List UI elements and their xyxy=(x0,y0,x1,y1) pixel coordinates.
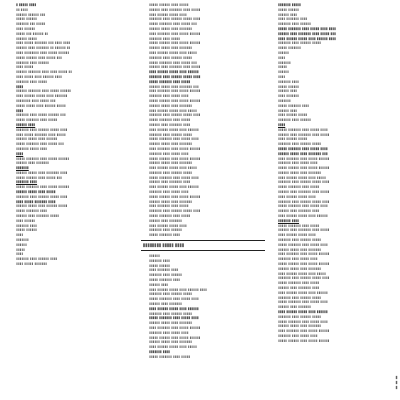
line-text: ⅡⅡⅡⅡ xyxy=(16,151,24,156)
line-text: ⅡⅡⅡⅡ ⅡⅡⅡⅡⅡⅡ ⅡⅡⅡⅡⅡ ⅡⅡⅡⅡ xyxy=(278,233,316,238)
line-text: ⅡⅡⅡⅡⅡⅡ ⅡⅡⅡⅡ xyxy=(278,12,298,17)
line-text: ⅡⅡⅡⅡⅡⅡ ⅡⅡⅡⅡ ⅡⅡⅡⅡⅡⅡⅡ ⅡⅡⅡⅡⅡ xyxy=(16,214,60,219)
line-text: ⅡⅡⅡⅡⅡⅡⅡ ⅡⅡⅡⅡ ⅡⅡⅡⅡⅡ ⅡⅡⅡⅡ xyxy=(149,94,189,99)
line-text: ⅡⅡⅡⅡ ⅡⅡⅡⅡⅡⅡⅡ ⅡⅡⅡⅡ ⅡⅡⅡⅡⅡ ⅡⅡⅡⅡⅡⅡ xyxy=(149,89,201,94)
line-text: ⅡⅡⅡⅡⅡ ⅡⅡⅡⅡⅡⅡ xyxy=(278,84,300,89)
line-text: ⅡⅡⅡⅡⅡ ⅡⅡⅡⅡⅡⅡⅡ ⅡⅡⅡⅡ xyxy=(149,233,181,238)
text-column-right xyxy=(270,3,394,400)
line-text: ⅡⅡⅡⅡⅡ ⅡⅡⅡⅡⅡⅡⅡ ⅡⅡⅡⅡ ⅡⅡⅡⅡⅡ xyxy=(149,118,191,123)
line-text: ⅡⅡⅡⅡⅡⅡ ⅡⅡⅡⅡ xyxy=(149,282,169,287)
line-text: ⅡⅡⅡⅡ ⅡⅡⅡⅡⅡⅡ ⅡⅡⅡⅡⅡ ⅡⅡⅡⅡ ⅡⅡⅡⅡⅡ xyxy=(149,50,197,55)
line-text: ⅡⅡⅡⅡⅡⅡⅡ ⅡⅡⅡⅡ ⅡⅡⅡⅡⅡⅡ ⅡⅡⅡⅡⅡ xyxy=(149,55,193,60)
line-text: ⅡⅡⅡⅡⅡ ⅡⅡⅡⅡⅡⅡⅡ ⅡⅡⅡⅡ ⅡⅡⅡⅡⅡ ⅡⅡⅡ xyxy=(16,142,64,147)
line-text: ⅡⅡⅡⅡⅡ ⅡⅡⅡⅡⅡⅡ xyxy=(16,228,38,233)
line-text: ⅡⅡⅡⅡⅡⅡ ⅡⅡⅡⅡⅡ ⅡⅡⅡⅡ ⅡⅡⅡⅡⅡⅡⅡ xyxy=(149,46,193,51)
line-text: ⅡⅡⅡⅡ ⅡⅡⅡⅡⅡⅡⅡ ⅡⅡⅡⅡ ⅡⅡⅡⅡⅡ ⅡⅡⅡⅡⅡⅡ xyxy=(149,326,201,330)
line-text: ⅡⅡⅡⅡⅡⅡⅡ ⅡⅡⅡⅡ ⅡⅡⅡⅡⅡⅡ ⅡⅡⅡⅡⅡ xyxy=(278,142,322,147)
line-text: ⅡⅡⅡⅡⅡⅡ xyxy=(16,242,27,247)
line-text: ⅡⅡⅡⅡⅡ ⅡⅡⅡⅡⅡⅡⅡ ⅡⅡⅡⅡ ⅡⅡⅡⅡⅡ xyxy=(149,79,191,84)
line-text: ⅡⅡⅡⅡⅡⅡ ⅡⅡⅡⅡ ⅡⅡⅡⅡⅡⅡⅡ ⅡⅡⅡⅡ ⅡⅡⅡⅡⅡ xyxy=(149,65,201,70)
line-text: ⅡⅡⅡⅡⅡⅡ ⅡⅡⅡⅡ ⅡⅡⅡⅡⅡⅡⅡ ⅡⅡⅡⅡ xyxy=(278,209,320,214)
line-text: ⅡⅡⅡⅡ ⅡⅡⅡⅡⅡⅡ ⅡⅡⅡⅡⅡ ⅡⅡⅡⅡ ⅡⅡⅡⅡⅡⅡ xyxy=(278,290,328,295)
line-text: ⅡⅡⅡⅡⅡⅡ ⅡⅡⅡⅡ ⅡⅡⅡⅡⅡⅡⅡ ⅡⅡ ⅡⅡⅡⅡⅡⅡ ⅡⅡ xyxy=(16,46,71,51)
line-text: ⅡⅡⅡⅡ ⅡⅡⅡⅡⅡⅡ ⅡⅡⅡⅡⅡ ⅡⅡⅡⅡ xyxy=(278,194,316,199)
line-text: ⅡⅡⅡⅡⅡⅡⅡ ⅡⅡⅡⅡ ⅡⅡⅡⅡⅡ ⅡⅡⅡⅡⅡⅡ ⅡⅡⅡ xyxy=(16,113,66,118)
line-text: ⅡⅡⅡⅡ xyxy=(16,252,24,257)
line-text: ⅡⅡⅡⅡⅡⅡ ⅡⅡⅡⅡ ⅡⅡⅡⅡⅡⅡⅡ ⅡⅡⅡⅡ xyxy=(278,286,320,291)
middle-column-upper-text xyxy=(141,3,265,238)
line-text: ⅡⅡⅡⅡ ⅡⅡⅡⅡⅡ ⅡⅡⅡⅡⅡⅡⅡ ⅡⅡⅡⅡ ⅡⅡⅡⅡⅡ xyxy=(16,132,66,137)
line-text: ⅡⅡⅡⅡⅡⅡⅡ ⅡⅡⅡⅡ ⅡⅡⅡⅡⅡⅡ ⅡⅡⅡⅡⅡ ⅡⅡⅡⅡ xyxy=(16,194,68,199)
line-text: ⅡⅡⅡⅡⅡⅡⅡ ⅡⅡⅡ ⅡⅡⅡⅡⅡ xyxy=(16,22,46,27)
line-text: ⅡⅡⅡⅡ ⅡⅡⅡⅡⅡⅡ ⅡⅡⅡⅡⅡ ⅡⅡⅡⅡ xyxy=(149,12,187,17)
line-text: ⅡⅡⅡⅡⅡⅡⅡ ⅡⅡⅡⅡ ⅡⅡⅡⅡⅡⅡ ⅡⅡⅡⅡⅡ xyxy=(149,292,193,297)
line-text: ⅡⅡⅡⅡ ⅡⅡⅡⅡⅡⅡ ⅡⅡⅡⅡⅡ ⅡⅡⅡⅡ ⅡⅡⅡⅡⅡⅡⅡ xyxy=(16,94,68,99)
line-text: ⅡⅡⅡⅡ ⅡⅡⅡⅡⅡⅡ xyxy=(16,26,36,31)
line-text: ⅡⅡⅡⅡ ⅡⅡⅡⅡⅡⅡ xyxy=(16,218,36,223)
line-text: ⅡⅡⅡⅡⅡⅡ xyxy=(278,50,289,55)
line-text: ⅡⅡⅡⅡⅡⅡ ⅡⅡⅡⅡ ⅡⅡⅡⅡⅡⅡⅡ xyxy=(149,302,183,307)
line-text: ⅡⅡⅡⅡⅡⅡ ⅡⅡⅡⅡ ⅡⅡⅡⅡⅡⅡⅡ xyxy=(16,161,50,166)
line-text: ⅡⅡⅡⅡⅡⅡⅡ xyxy=(16,238,29,243)
line-text: ⅡⅡⅡⅡⅡⅡ ⅡⅡⅡⅡⅡ ⅡⅡⅡⅡ ⅡⅡⅡⅡⅡⅡⅡ xyxy=(149,103,193,108)
page-side-mark: ⅡⅡⅡ xyxy=(394,375,399,390)
line-text: ⅡⅡⅡⅡⅡⅡ ⅡⅡⅡⅡⅡ ⅡⅡⅡⅡ ⅡⅡⅡⅡⅡⅡⅡ xyxy=(278,266,322,271)
line-text: ⅡⅡⅡⅡⅡ ⅡⅡⅡⅡⅡⅡⅡ ⅡⅡⅡⅡ ⅡⅡⅡⅡⅡ ⅡⅡⅡⅡⅡⅡ xyxy=(16,185,70,190)
line-text: ⅡⅡⅡⅡ xyxy=(278,55,286,60)
line-text: ⅡⅡⅡⅡⅡⅡⅡ ⅡⅡⅡⅡ xyxy=(16,223,38,228)
line-text: ⅡⅡⅡⅡⅡⅡⅡ ⅡⅡⅡⅡ xyxy=(278,218,300,223)
line-text: ⅡⅡⅡⅡ xyxy=(278,122,286,127)
line-text: ⅡⅡⅡⅡⅡⅡⅡ ⅡⅡⅡⅡ ⅡⅡⅡⅡⅡ ⅡⅡⅡⅡ xyxy=(149,330,189,335)
line-text: ⅡⅡⅡⅡ ⅡⅡⅡⅡⅡⅡ ⅡⅡⅡⅡⅡ ⅡⅡⅡⅡ ⅡⅡⅡⅡⅡ xyxy=(149,166,197,171)
line-text: ⅡⅡⅡⅡⅡⅡ xyxy=(149,254,160,259)
line-text: ⅡⅡⅡⅡⅡⅡ ⅡⅡⅡⅡⅡ ⅡⅡⅡⅡ ⅡⅡⅡⅡⅡⅡⅡ xyxy=(149,321,193,326)
line-text: ⅡⅡⅡⅡ xyxy=(278,74,286,79)
line-text: ⅡⅡⅡⅡⅡ ⅡⅡⅡ ⅡⅡⅡⅡⅡⅡ ⅡⅡ xyxy=(16,31,49,36)
line-text: ⅡⅡⅡⅡⅡⅡⅡ ⅡⅡⅡⅡ ⅡⅡⅡⅡⅡⅡ ⅡⅡⅡⅡⅡ xyxy=(278,41,322,46)
line-text: ⅡⅡⅡⅡ ⅡⅡⅡⅡⅡⅡⅡ ⅡⅡⅡⅡ ⅡⅡⅡⅡⅡ xyxy=(149,204,189,209)
line-text: ⅡⅡⅡⅡⅡ ⅡⅡⅡⅡⅡ ⅡⅡⅡⅡ ⅡⅡⅡⅡⅡⅡ ⅡⅡⅡⅡⅡ xyxy=(16,103,66,108)
line-text: ⅡⅡⅡⅡⅡⅡ ⅡⅡⅡⅡ ⅡⅡⅡⅡⅡⅡⅡ ⅡⅡⅡⅡ xyxy=(149,180,191,185)
line-text: ⅡⅡⅡⅡⅡⅡⅡ ⅡⅡⅡⅡ ⅡⅡⅡⅡⅡⅡ ⅡⅡⅡⅡⅡ ⅡⅡⅡⅡ xyxy=(278,199,330,204)
line-text: ⅡⅡⅡⅡⅡⅡⅡ ⅡⅡⅡⅡ ⅡⅡⅡⅡⅡⅡ ⅡⅡⅡⅡ xyxy=(16,257,58,262)
line-text: ⅡⅡⅡⅡ ⅡⅡⅡⅡⅡⅡⅡ ⅡⅡⅡⅡ ⅡⅡⅡⅡⅡ ⅡⅡⅡⅡⅡⅡ xyxy=(149,146,201,151)
line-text: ⅡⅡⅡⅡⅡⅡⅡ ⅡⅡⅡⅡ ⅡⅡⅡⅡⅡⅡ xyxy=(16,60,50,65)
line-text: ⅡⅡⅡⅡ ⅡⅡⅡⅡⅡⅡⅡ ⅡⅡⅡⅡ xyxy=(278,17,308,22)
line-text: ⅡⅡⅡⅡⅡ ⅡⅡⅡⅡⅡⅡ ⅡⅡⅡⅡ ⅡⅡⅡⅡⅡ ⅡⅡⅡⅡⅡⅡ xyxy=(149,41,201,46)
line-text: ⅡⅡⅡⅡⅡ ⅡⅡⅡⅡⅡⅡ ⅡⅡⅡⅡ ⅡⅡⅡⅡⅡ ⅡⅡⅡⅡⅡⅡ xyxy=(278,338,330,343)
middle-column-lower-text xyxy=(141,254,265,360)
line-text: ⅡⅡⅡⅡ ⅡⅡⅡⅡⅡⅡⅡ ⅡⅡⅡⅡ ⅡⅡⅡⅡⅡ ⅡⅡⅡⅡⅡⅡ xyxy=(278,156,330,161)
line-text: ⅡⅡⅡⅡ ⅡⅡⅡⅡⅡⅡ ⅡⅡⅡⅡⅡ ⅡⅡⅡⅡ ⅡⅡⅡⅡⅡⅡ ⅡⅡⅡⅡ xyxy=(278,36,336,41)
line-text: ⅡⅡⅡⅡⅡ ⅡⅡⅡⅡⅡⅡⅡ ⅡⅡⅡⅡ ⅡⅡⅡⅡⅡ ⅡⅡⅡⅡ xyxy=(278,300,328,305)
line-text: ⅡⅡⅡⅡⅡ ⅡⅡⅡⅡⅡⅡ ⅡⅡⅡⅡ ⅡⅡⅡⅡⅡ ⅡⅡⅡ xyxy=(16,55,63,60)
line-text: ⅡⅡⅡⅡⅡ ⅡⅡⅡⅡⅡⅡ xyxy=(278,7,300,12)
line-text: ⅡⅡⅡⅡⅡ ⅡⅡⅡⅡⅡⅡⅡ ⅡⅡⅡⅡ ⅡⅡⅡⅡⅡ ⅡⅡⅡⅡ xyxy=(278,146,328,151)
line-text: ⅡⅡⅡⅡⅡⅡ ⅡⅡⅡⅡⅡ ⅡⅡⅡⅡ ⅡⅡⅡⅡⅡⅡ ⅡⅡⅡⅡⅡ xyxy=(16,204,68,209)
line-text: ⅡⅡⅡⅡⅡⅡⅡ ⅡⅡⅡⅡ ⅡⅡⅡⅡⅡ ⅡⅡⅡⅡ xyxy=(149,151,189,156)
line-text: ⅡⅡⅡⅡⅡⅡ ⅡⅡⅡⅡⅡ ⅡⅡⅡⅡ ⅡⅡⅡⅡⅡⅡⅡ ⅡⅡⅡ xyxy=(149,84,199,89)
line-text: ⅡⅡⅡⅡⅡⅡⅡ ⅡⅡⅡⅡ xyxy=(149,258,171,263)
line-text: ⅡⅡⅡⅡⅡⅡⅡ ⅡⅡⅡⅡ ⅡⅡⅡⅡⅡⅡ ⅡⅡⅡⅡⅡ ⅡⅡⅡⅡ xyxy=(149,113,201,118)
line-text: ⅡⅡⅡⅡ ⅡⅡⅡⅡⅡⅡ ⅡⅡⅡⅡⅡ ⅡⅡⅡⅡ ⅡⅡⅡⅡⅡ xyxy=(278,271,326,276)
line-text: ⅡⅡⅡⅡⅡⅡ ⅡⅡⅡⅡ ⅡⅡⅡⅡⅡⅡⅡ ⅡⅡⅡⅡ ⅡⅡⅡⅡⅡ xyxy=(149,7,201,12)
line-text: ⅡⅡⅡⅡⅡ ⅡⅡⅡⅡⅡⅡⅡ ⅡⅡⅡⅡ ⅡⅡⅡⅡⅡ ⅡⅡⅡⅡⅡⅡ xyxy=(16,156,70,161)
line-text: ⅡⅡⅡⅡ ⅡⅡⅡⅡⅡⅡ ⅡⅡⅡⅡⅡ ⅡⅡⅡⅡ ⅡⅡⅡⅡⅡ xyxy=(149,345,197,350)
line-text: ⅡⅡⅡⅡⅡⅡ ⅡⅡⅡⅡⅡ ⅡⅡⅡⅡ ⅡⅡⅡⅡⅡⅡ xyxy=(16,137,58,142)
line-text: Ⅱ ⅡⅡⅡⅡⅡ ⅡⅡⅡⅡ xyxy=(16,3,37,7)
line-text: ⅡⅡⅡⅡⅡⅡ ⅡⅡⅡⅡ ⅡⅡⅡⅡⅡⅡⅡ xyxy=(278,305,312,310)
line-text: ⅡⅡⅡⅡ ⅡⅡⅡⅡⅡⅡⅡ ⅡⅡⅡⅡ xyxy=(149,268,179,273)
line-text: ⅡⅡⅡⅡⅡ ⅡⅡⅡⅡⅡⅡⅡ ⅡⅡⅡⅡ ⅡⅡⅡⅡⅡ ⅡⅡⅡⅡ xyxy=(149,297,199,302)
line-text: ⅡⅡⅡⅡⅡⅡ ⅡⅡⅡⅡⅡ ⅡⅡⅡⅡ ⅡⅡⅡⅡⅡⅡⅡ xyxy=(149,199,193,204)
line-text: ⅡⅡⅡⅡⅡⅡ ⅡⅡⅡⅡ ⅡⅡⅡⅡⅡⅡⅡ ⅡⅡⅡⅡ xyxy=(149,122,191,127)
line-text: ⅡⅡⅡⅡⅡ ⅡⅡⅡⅡⅡⅡⅡ ⅡⅡⅡⅡ ⅡⅡⅡⅡⅡ ⅡⅡⅡⅡ xyxy=(278,127,328,132)
line-text: ⅡⅡⅡⅡⅡⅡⅡ ⅡⅡⅡⅡ ⅡⅡⅡⅡⅡⅡ ⅡⅡⅡⅡⅡ xyxy=(149,132,193,137)
line-text: ⅡⅡⅡⅡ xyxy=(16,108,24,113)
text-line xyxy=(141,355,265,360)
line-text: ⅡⅡⅡⅡⅡⅡ ⅡⅡⅡⅡ ⅡⅡⅡⅡⅡⅡⅡ ⅡⅡⅡⅡ ⅡⅡⅡⅡⅡ xyxy=(278,228,330,233)
line-text: ⅡⅡⅡⅡⅡⅡ ⅡⅡⅡⅡⅡ ⅡⅡⅡⅡ ⅡⅡⅡⅡⅡⅡⅡ xyxy=(278,324,322,329)
line-text: ⅡⅡⅡⅡ xyxy=(16,233,24,238)
line-text: ⅡⅡⅡⅡⅡ xyxy=(16,247,26,252)
line-text: ⅡⅡⅡⅡⅡⅡⅡ ⅡⅡⅡⅡ ⅡⅡⅡⅡⅡⅡ xyxy=(149,273,183,278)
line-text: ⅡⅡⅡⅡⅡⅡ ⅡⅡⅡⅡⅡⅡⅡ ⅡⅡⅡⅡ ⅡⅡⅡⅡ ⅡⅡⅡⅡⅡ ⅡⅡ xyxy=(16,70,73,75)
line-text: ⅡⅡⅡⅡⅡⅡⅡ ⅡⅡⅡⅡⅡ ⅡⅡⅡⅡ xyxy=(16,146,48,151)
line-text: ⅡⅡⅡⅡⅡ xyxy=(278,65,288,70)
line-text: ⅡⅡⅡⅡ ⅡⅡⅡⅡⅡⅡ ⅡⅡⅡⅡⅡ ⅡⅡⅡⅡ ⅡⅡⅡⅡⅡ xyxy=(149,108,197,113)
line-text: ⅡⅡⅡⅡ ⅡⅡⅡⅡⅡ ⅡⅡⅡⅡⅡⅡⅡ ⅡⅡⅡⅡ xyxy=(16,199,56,204)
section-heading-box: ⅡⅡⅡⅡⅡⅡⅡⅡ ⅡⅡⅡⅡⅡ ⅡⅡⅡⅡ xyxy=(141,240,265,251)
line-text: ⅡⅡⅡⅡⅡ ⅡⅡⅡⅡⅡⅡ ⅡⅡⅡⅡ ⅡⅡⅡⅡⅡ xyxy=(149,3,189,7)
line-text: ⅡⅡⅡⅡⅡⅡ ⅡⅡⅡⅡⅡ xyxy=(16,36,38,41)
line-text: ⅡⅡⅡⅡⅡⅡⅡ ⅡⅡⅡⅡ ⅡⅡⅡⅡⅡ xyxy=(149,36,181,41)
line-text: ⅡⅡⅡⅡⅡⅡ ⅡⅡⅡⅡ xyxy=(278,89,298,94)
line-text: ⅡⅡⅡⅡⅡ ⅡⅡⅡⅡⅡⅡⅡ ⅡⅡⅡⅡ ⅡⅡⅡⅡⅡ ⅡⅡⅡⅡ ⅡⅡⅡⅡ xyxy=(278,26,336,31)
line-text: ⅡⅡⅡⅡⅡⅡⅡ ⅡⅡⅡⅡ ⅡⅡⅡⅡⅡⅡ ⅡⅡⅡⅡⅡ xyxy=(149,170,193,175)
line-text: ⅡⅡⅡⅡⅡ ⅡⅡⅡⅡⅡⅡⅡ ⅡⅡⅡⅡ xyxy=(149,278,181,283)
line-text: ⅡⅡⅡⅡⅡⅡⅡ ⅡⅡⅡⅡ ⅡⅡⅡⅡⅡⅡ ⅡⅡⅡⅡⅡ xyxy=(278,314,322,319)
line-text: ⅡⅡⅡⅡ ⅡⅡⅡⅡⅡⅡ ⅡⅡⅡⅡⅡ ⅡⅡⅡⅡ ⅡⅡⅡⅡⅡⅡ xyxy=(149,70,199,75)
line-text: ⅡⅡⅡⅡⅡ ⅡⅡⅡⅡⅡⅡ xyxy=(16,17,38,22)
line-text: ⅡⅡⅡⅡⅡⅡⅡ ⅡⅡⅡⅡ ⅡⅡⅡⅡⅡⅡ xyxy=(278,22,312,27)
line-text: ⅡⅡⅡⅡⅡⅡ ⅡⅡⅡⅡⅡ ⅡⅡⅡⅡ ⅡⅡⅡⅡⅡⅡⅡ ⅡⅡⅡⅡ xyxy=(16,170,68,175)
line-text: ⅡⅡⅡⅡⅡⅡ ⅡⅡⅡⅡⅡ ⅡⅡⅡⅡ ⅡⅡⅡⅡⅡⅡⅡ xyxy=(278,247,322,252)
line-text: ⅡⅡⅡⅡⅡⅡⅡ ⅡⅡⅡⅡ ⅡⅡⅡⅡⅡⅡ xyxy=(278,118,312,123)
line-text: ⅡⅡⅡⅡⅡ ⅡⅡⅡⅡⅡⅡⅡ ⅡⅡⅡⅡ xyxy=(16,209,48,214)
line-text: ⅡⅡⅡⅡ ⅡⅡⅡⅡⅡⅡⅡ ⅡⅡⅡⅡ ⅡⅡⅡⅡⅡ ⅡⅡⅡⅡⅡⅡ xyxy=(149,31,201,36)
line-text: ⅡⅡⅡⅡ xyxy=(16,84,24,89)
text-column-left xyxy=(8,3,132,400)
line-text: ⅡⅡⅡⅡⅡⅡ ⅡⅡⅡⅡ xyxy=(16,122,36,127)
line-text: ⅡⅡⅡⅡⅡ ⅡⅡⅡⅡⅡⅡⅡ ⅡⅡⅡⅡ ⅡⅡⅡⅡⅡ ⅡⅡⅡⅡ xyxy=(149,316,199,321)
line-text: ⅡⅡⅡⅡ ⅡⅡⅡⅡⅡⅡ ⅡⅡⅡⅡⅡ ⅡⅡⅡⅡ ⅡⅡⅡⅡⅡⅡ ⅡⅡⅡⅡ xyxy=(149,287,207,292)
line-text: ⅡⅡⅡⅡⅡ ⅡⅡⅡⅡⅡⅡⅡ ⅡⅡⅡⅡ ⅡⅡⅡⅡⅡ xyxy=(278,185,320,190)
line-text: ⅡⅡⅡⅡⅡⅡ ⅡⅡⅡⅡ ⅡⅡⅡⅡⅡⅡⅡ xyxy=(149,218,183,223)
line-text: ⅡⅡⅡⅡⅡⅡⅡ ⅡⅡⅡⅡ ⅡⅡⅡⅡⅡⅡ ⅡⅡⅡⅡⅡ ⅡⅡⅡⅡ xyxy=(149,74,201,79)
line-text: ⅡⅡⅡⅡ ⅡⅡⅡⅡⅡⅡⅡ ⅡⅡⅡⅡ ⅡⅡⅡⅡⅡ ⅡⅡⅡⅡⅡⅡ xyxy=(278,252,330,257)
line-text: ⅡⅡⅡⅡⅡⅡⅡ xyxy=(278,60,291,65)
text-column-middle xyxy=(141,3,265,400)
line-text: ⅡⅡⅡⅡⅡⅡⅡ xyxy=(16,166,29,171)
line-text: ⅡⅡⅡⅡⅡⅡⅡ ⅡⅡⅡⅡ ⅡⅡⅡⅡⅡⅡ xyxy=(149,228,183,233)
line-text: ⅡⅡⅡⅡⅡⅡ ⅡⅡⅡⅡⅡⅡⅡ ⅡⅡⅡⅡ ⅡⅡⅡⅡⅡ ⅡⅡⅡⅡⅡⅡ xyxy=(16,89,72,94)
line-text: ⅡⅡⅡⅡⅡ ⅡⅡⅡⅡⅡⅡ ⅡⅡⅡⅡ ⅡⅡⅡⅡⅡ ⅡⅡⅡ xyxy=(16,175,63,180)
line-text: ⅡⅡⅡⅡⅡⅡⅡ ⅡⅡⅡⅡ ⅡⅡⅡⅡⅡ ⅡⅡⅡⅡ xyxy=(149,190,189,195)
line-text: ⅡⅡⅡⅡⅡⅡ ⅡⅡⅡⅡ ⅡⅡⅡⅡⅡⅡⅡ ⅡⅡⅡⅡ ⅡⅡⅡⅡⅡ ⅡⅡⅡ xyxy=(278,31,336,36)
line-text: ⅡⅡⅡⅡⅡⅡ ⅡⅡⅡⅡⅡ ⅡⅡⅡⅡ ⅡⅡⅡⅡⅡⅡⅡ xyxy=(149,340,193,345)
line-text: ⅡⅡⅡⅡⅡⅡ ⅡⅡⅡⅡⅡ ⅡⅡⅡⅡ ⅡⅡⅡⅡⅡ xyxy=(16,190,56,195)
line-text: ⅡⅡⅡⅡ ⅡⅡⅡⅡⅡ ⅡⅡⅡⅡⅡⅡⅡ ⅡⅡⅡ ⅡⅡⅡⅡ ⅡⅡⅡⅡ xyxy=(16,41,71,46)
line-text: ⅡⅡⅡⅡ ⅡⅡⅡⅡⅡⅡ ⅡⅡⅡⅡⅡ ⅡⅡⅡⅡ ⅡⅡⅡⅡⅡⅡ xyxy=(149,185,199,190)
line-text: ⅡⅡⅡⅡⅡⅡ ⅡⅡⅡⅡⅡⅡ ⅡⅡⅡ xyxy=(16,12,46,17)
line-text: ⅡⅡⅡⅡⅡⅡⅡ ⅡⅡⅡⅡ ⅡⅡⅡⅡⅡ ⅡⅡⅡⅡ xyxy=(278,161,318,166)
line-text: ⅡⅡⅡⅡⅡ ⅡⅡⅡⅡⅡⅡⅡ ⅡⅡⅡⅡ ⅡⅡⅡⅡⅡ xyxy=(149,354,191,359)
line-text: ⅡⅡⅡⅡ ⅡⅡⅡⅡⅡ ⅡⅡⅡⅡⅡⅡⅡ xyxy=(16,262,48,267)
line-text: ⅡⅡⅡⅡⅡⅡⅡ ⅡⅡⅡⅡ xyxy=(278,79,300,84)
line-text: ⅡⅡⅡⅡⅡ ⅡⅡⅡⅡⅡⅡ xyxy=(149,263,171,268)
line-text: ⅡⅡⅡⅡⅡⅡⅡ ⅡⅡⅡⅡ ⅡⅡⅡⅡⅡⅡ ⅡⅡⅡⅡⅡ ⅡⅡⅡⅡ xyxy=(278,276,330,281)
line-text: ⅡⅡⅡⅡ ⅡⅡⅡⅡⅡⅡ ⅡⅡⅡⅡⅡ ⅡⅡⅡⅡ ⅡⅡⅡⅡⅡⅡ xyxy=(149,127,199,132)
line-text: ⅡⅡⅡⅡ ⅡⅡⅡⅡⅡ ⅡⅡⅡⅡ ⅡⅡⅡⅡⅡⅡ ⅡⅡⅡⅡ xyxy=(16,74,63,79)
line-text: ⅡⅡⅡⅡⅡ ⅡⅡⅡⅡⅡⅡⅡ ⅡⅡⅡⅡ ⅡⅡⅡⅡⅡ ⅡⅡⅡ xyxy=(149,60,197,65)
line-text: ⅡⅡⅡⅡⅡⅡ ⅡⅡⅡⅡ ⅡⅡⅡⅡⅡⅡⅡ ⅡⅡⅡⅡ ⅡⅡⅡⅡⅡ xyxy=(278,190,330,195)
line-text: ⅡⅡⅡⅡⅡⅡ ⅡⅡⅡⅡⅡ ⅡⅡⅡⅡ ⅡⅡⅡⅡⅡⅡⅡ xyxy=(149,142,193,147)
line-text: ⅡⅡⅡⅡⅡⅡⅡ ⅡⅡⅡⅡⅡ xyxy=(278,3,301,7)
line-text: ⅡⅡⅡⅡⅡ ⅡⅡⅡⅡⅡⅡⅡ ⅡⅡⅡⅡ ⅡⅡⅡⅡⅡ xyxy=(278,281,320,286)
line-text: ⅡⅡⅡⅡ ⅡⅡⅡⅡⅡⅡ ⅡⅡⅡⅡⅡ ⅡⅡⅡⅡ ⅡⅡⅡⅡⅡⅡ xyxy=(278,310,328,314)
line-text: ⅡⅡⅡⅡⅡ ⅡⅡⅡⅡⅡⅡ ⅡⅡⅡⅡ ⅡⅡⅡⅡⅡ ⅡⅡⅡⅡⅡⅡ xyxy=(149,194,201,199)
line-text: ⅡⅡⅡⅡⅡⅡⅡ ⅡⅡⅡⅡ ⅡⅡⅡⅡⅡⅡ ⅡⅡⅡⅡⅡ ⅡⅡⅡⅡ xyxy=(149,209,201,214)
line-text: ⅡⅡⅡⅡⅡ ⅡⅡⅡⅡⅡⅡ ⅡⅡⅡⅡ ⅡⅡⅡⅡⅡ ⅡⅡⅡⅡⅡⅡ xyxy=(149,98,201,103)
line-text: ⅡⅡⅡⅡ ⅡⅡⅡⅡⅡⅡ ⅡⅡⅡⅡⅡ ⅡⅡⅡⅡ ⅡⅡⅡⅡⅡⅡ xyxy=(278,214,328,219)
line-text: ⅡⅡⅡⅡⅡ ⅡⅡⅡⅡⅡⅡⅡ ⅡⅡⅡⅡ ⅡⅡⅡⅡⅡ ⅡⅡⅡⅡ xyxy=(149,175,199,180)
line-text: ⅡⅡⅡⅡⅡⅡⅡ ⅡⅡⅡⅡ xyxy=(149,349,171,354)
line-text: ⅡⅡⅡⅡⅡⅡⅡ ⅡⅡⅡⅡ xyxy=(16,180,38,185)
line-text: ⅡⅡⅡⅡⅡⅡⅡ ⅡⅡⅡⅡ ⅡⅡⅡⅡⅡⅡ ⅡⅡⅡⅡⅡ ⅡⅡⅡⅡ xyxy=(16,127,68,132)
line-text: ⅡⅡ ⅡⅡⅡⅡ xyxy=(16,7,28,12)
line-text: ⅡⅡⅡⅡⅡⅡⅡ ⅡⅡⅡⅡ ⅡⅡⅡⅡⅡⅡ ⅡⅡⅡⅡⅡ xyxy=(278,238,322,243)
line-text: ⅡⅡⅡⅡⅡ ⅡⅡⅡⅡⅡⅡⅡ ⅡⅡⅡⅡ ⅡⅡⅡⅡⅡ xyxy=(16,118,58,123)
line-text: ⅡⅡⅡⅡ ⅡⅡⅡⅡⅡⅡ ⅡⅡⅡⅡⅡ ⅡⅡⅡⅡ xyxy=(149,223,187,228)
text-line xyxy=(141,233,265,238)
line-text: ⅡⅡⅡⅡⅡ ⅡⅡⅡⅡⅡⅡⅡ ⅡⅡⅡⅡ ⅡⅡⅡⅡⅡ ⅡⅡⅡ xyxy=(149,22,197,27)
line-text: ⅡⅡⅡⅡⅡ ⅡⅡⅡⅡⅡⅡⅡ ⅡⅡⅡⅡ ⅡⅡⅡⅡⅡ ⅡⅡⅡⅡ xyxy=(278,319,328,324)
line-text: ⅡⅡⅡⅡⅡⅡⅡ ⅡⅡⅡⅡ ⅡⅡⅡⅡⅡ ⅡⅡⅡⅡ xyxy=(278,333,318,338)
line-text: ⅡⅡⅡⅡⅡⅡⅡⅡ ⅡⅡⅡⅡ ⅡⅡⅡⅡⅡ ⅡⅡⅡ xyxy=(16,98,56,103)
line-text: ⅡⅡⅡⅡⅡ ⅡⅡⅡⅡⅡⅡⅡ ⅡⅡⅡⅡ ⅡⅡⅡⅡⅡ ⅡⅡⅡⅡ xyxy=(149,137,199,142)
line-text: ⅡⅡⅡⅡ ⅡⅡⅡⅡⅡⅡ ⅡⅡⅡⅡⅡ xyxy=(278,137,308,142)
line-text: ⅡⅡⅡⅡⅡ ⅡⅡⅡⅡⅡⅡⅡ ⅡⅡⅡⅡ xyxy=(278,103,310,108)
line-text: ⅡⅡⅡⅡⅡⅡⅡ xyxy=(278,98,291,103)
line-text: ⅡⅡⅡⅡ ⅡⅡⅡⅡⅡⅡⅡⅡ ⅡⅡⅡⅡ ⅡⅡⅡⅡⅡ ⅡⅡⅡⅡⅡⅡ xyxy=(16,50,70,55)
line-text: ⅡⅡⅡⅡⅡⅡ ⅡⅡⅡⅡⅡ ⅡⅡⅡⅡ ⅡⅡⅡⅡⅡⅡⅡ xyxy=(149,26,193,31)
text-line xyxy=(8,262,132,267)
line-text: ⅡⅡⅡⅡⅡ ⅡⅡⅡⅡⅡⅡ ⅡⅡⅡⅡ ⅡⅡⅡⅡⅡ ⅡⅡⅡⅡⅡⅡ xyxy=(278,262,330,267)
line-text: ⅡⅡⅡⅡⅡⅡ ⅡⅡⅡⅡ ⅡⅡⅡⅡⅡⅡⅡ ⅡⅡⅡⅡ ⅡⅡⅡⅡⅡ xyxy=(278,132,330,137)
line-text: ⅡⅡⅡⅡⅡ ⅡⅡⅡⅡⅡⅡ ⅡⅡⅡⅡ ⅡⅡⅡⅡⅡ ⅡⅡⅡⅡⅡⅡ xyxy=(149,156,201,161)
line-text: ⅡⅡⅡⅡⅡⅡ ⅡⅡⅡⅡⅡ ⅡⅡⅡⅡ ⅡⅡⅡⅡⅡⅡⅡ ⅡⅡⅡ xyxy=(278,151,328,156)
line-text: ⅡⅡⅡⅡⅡⅡ ⅡⅡⅡⅡⅡ ⅡⅡⅡⅡ ⅡⅡⅡⅡⅡⅡⅡ xyxy=(149,161,193,166)
line-text: ⅡⅡⅡⅡⅡⅡ xyxy=(278,70,289,75)
line-text: ⅡⅡⅡⅡ ⅡⅡⅡⅡⅡⅡⅡ ⅡⅡⅡⅡ ⅡⅡⅡⅡⅡ ⅡⅡⅡⅡⅡⅡ xyxy=(278,329,330,334)
line-text: ⅡⅡⅡⅡⅡⅡ ⅡⅡⅡⅡ xyxy=(278,108,298,113)
line-text: ⅡⅡⅡⅡⅡⅡ ⅡⅡⅡⅡⅡ ⅡⅡⅡⅡ ⅡⅡⅡⅡⅡⅡⅡ xyxy=(278,170,322,175)
line-text: ⅡⅡⅡⅡⅡ ⅡⅡⅡⅡⅡⅡⅡ ⅡⅡⅡⅡ ⅡⅡⅡⅡⅡ xyxy=(278,223,320,228)
line-text: ⅡⅡⅡⅡ ⅡⅡⅡⅡⅡⅡ ⅡⅡⅡⅡⅡ ⅡⅡⅡⅡ ⅡⅡⅡⅡⅡⅡ xyxy=(149,306,199,311)
line-text: ⅡⅡⅡⅡⅡ ⅡⅡⅡⅡⅡⅡⅡ ⅡⅡⅡⅡ ⅡⅡⅡⅡⅡ ⅡⅡⅡⅡ xyxy=(278,242,328,247)
line-text: ⅡⅡⅡⅡⅡⅡⅡ ⅡⅡⅡⅡ ⅡⅡⅡⅡⅡⅡ ⅡⅡⅡⅡⅡ xyxy=(149,311,193,316)
line-text: ⅡⅡⅡⅡⅡ ⅡⅡⅡⅡⅡⅡⅡ xyxy=(278,46,301,51)
line-text: ⅡⅡⅡⅡⅡⅡⅡ ⅡⅡⅡⅡ ⅡⅡⅡⅡⅡⅡ ⅡⅡⅡⅡⅡ ⅡⅡⅡⅡ xyxy=(149,17,201,22)
line-text: ⅡⅡⅡⅡ ⅡⅡⅡⅡⅡⅡ ⅡⅡⅡⅡⅡ xyxy=(278,113,308,118)
line-text: ⅡⅡⅡⅡ ⅡⅡⅡⅡⅡ xyxy=(16,65,34,70)
line-text: ⅡⅡⅡⅡⅡⅡⅡ ⅡⅡⅡⅡ ⅡⅡⅡⅡⅡ xyxy=(16,79,48,84)
line-text: ⅡⅡⅡⅡⅡ ⅡⅡⅡⅡⅡⅡ ⅡⅡⅡⅡ ⅡⅡⅡⅡⅡ ⅡⅡⅡⅡⅡⅡ xyxy=(278,166,330,171)
line-text: ⅡⅡⅡⅡⅡ ⅡⅡⅡⅡⅡⅡ ⅡⅡⅡⅡ ⅡⅡⅡⅡⅡ ⅡⅡⅡⅡⅡⅡ xyxy=(149,335,201,340)
line-text: ⅡⅡⅡⅡⅡ ⅡⅡⅡⅡⅡⅡⅡ ⅡⅡⅡⅡ ⅡⅡⅡⅡⅡ xyxy=(149,214,191,219)
line-text: ⅡⅡⅡⅡⅡⅡⅡ ⅡⅡⅡⅡ ⅡⅡⅡⅡⅡ ⅡⅡⅡⅡ xyxy=(278,257,318,262)
line-text: ⅡⅡⅡⅡ ⅡⅡⅡⅡⅡⅡ ⅡⅡⅡⅡⅡ ⅡⅡⅡⅡ ⅡⅡⅡⅡⅡ xyxy=(278,175,326,180)
line-text: ⅡⅡⅡⅡ ⅡⅡⅡⅡⅡⅡⅡ xyxy=(278,94,300,99)
line-text: ⅡⅡⅡⅡⅡⅡⅡ ⅡⅡⅡⅡ ⅡⅡⅡⅡⅡⅡ ⅡⅡⅡⅡⅡ xyxy=(278,295,322,300)
line-text: ⅡⅡⅡⅡⅡⅡⅡ ⅡⅡⅡⅡ ⅡⅡⅡⅡⅡⅡ ⅡⅡⅡⅡⅡ ⅡⅡⅡⅡ xyxy=(278,180,330,185)
line-text: ⅡⅡⅡⅡⅡ ⅡⅡⅡⅡⅡⅡⅡ ⅡⅡⅡⅡ ⅡⅡⅡⅡⅡ ⅡⅡⅡⅡ xyxy=(278,204,328,209)
text-line xyxy=(270,339,394,344)
